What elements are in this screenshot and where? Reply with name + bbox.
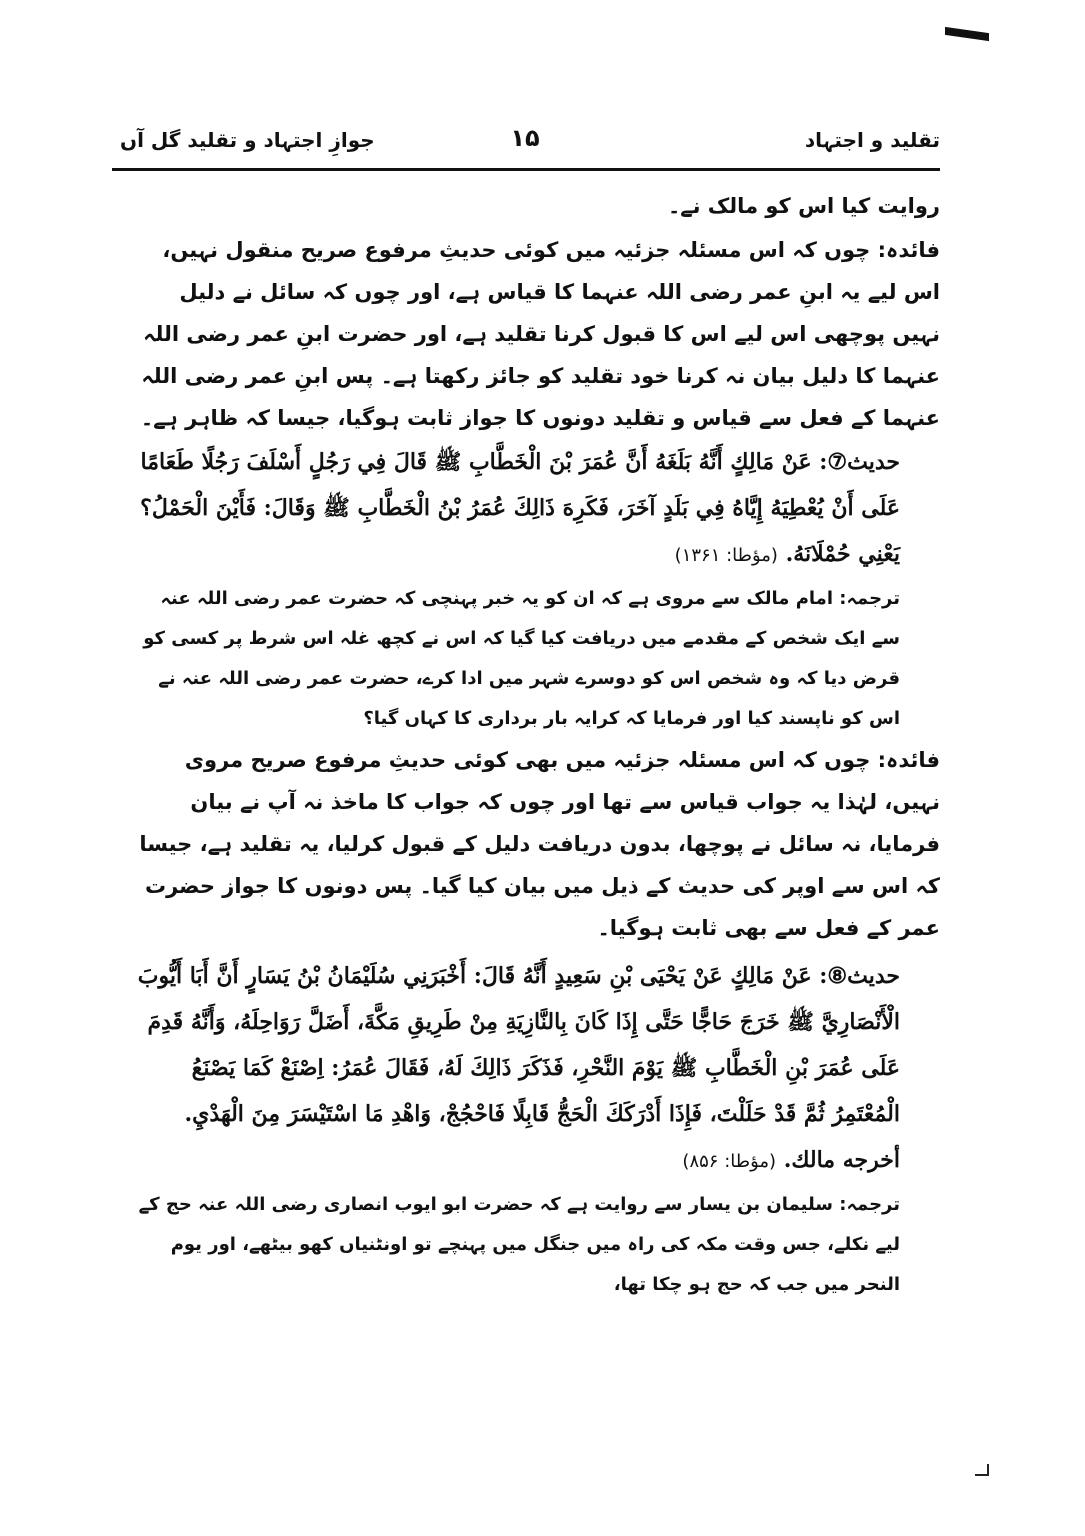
page-body (130, 185, 940, 1505)
hadith-7-reference: (مؤطا: ۱۳۶۱) (674, 545, 778, 566)
paragraph-narration: روایت کیا اس کو مالک نے۔ (667, 194, 940, 218)
running-title-left: جوازِ اجتہاد و تقلید گل آں (120, 128, 375, 152)
hadith-8-reference: (مؤطا: ۸۵۶) (682, 1151, 777, 1172)
header-rule (112, 168, 940, 171)
scan-corner-mark-bottom (975, 1464, 989, 1476)
scan-corner-mark (945, 27, 989, 41)
hadith-8-arabic (130, 953, 940, 1185)
paragraph-faida-1: فائدہ: چوں کہ اس مسئلہ جزئیہ میں کوئی حدیثِ مرفوع صریح منقول نہیں، اس لیے یہ ابنِ عمر رضی اللہ عنہما کا قیاس ہے، اور چوں کہ سائل نے دلیل نہیں پوچھی اس لیے اس کا قبول کرنا تقلید ہے، اور حضرت ابنِ عمر رضی اللہ عنہما کا دلیل بیان نہ کرنا خود تقلید کو جائز رکھتا ہے۔ پس ابنِ عمر رضی اللہ عنہما کے فعل سے قیاس و تقلید دونوں کا جواز ثابت ہوگیا، جیسا کہ ظاہر ہے۔ (140, 238, 940, 430)
hadith-7-arabic (130, 439, 940, 579)
paragraph-faida-2: فائدہ: چوں کہ اس مسئلہ جزئیہ میں بھی کوئی حدیثِ مرفوع صریح مروی نہیں، لہٰذا یہ جواب قیاس سے تھا اور چوں کہ جواب کا ماخذ نہ آپ نے بیان فرمایا، نہ سائل نے پوچھا، بدون دریافت دلیل کے قبول کرلیا، یہ تقلید ہے، جیسا کہ اس سے اوپر کی حدیث کے ذیل میں بیان کیا گیا۔ پس دونوں کا جواز حضرت عمر کے فعل سے بھی ثابت ہوگیا۔ (139, 748, 940, 940)
hadith-8-translation: ترجمہ: سلیمان بن یسار سے روایت ہے کہ حضرت ابو ایوب انصاری رضی اللہ عنہ حج کے لیے نکلے، جس وقت مکہ کی راہ میں جنگل میں پہنچے تو اونٹنیاں کھو بیٹھے، اور یوم النحر میں جب کہ حج ہو چکا تھا، (138, 1194, 900, 1295)
running-title-right: تقلید و اجتہاد (804, 128, 940, 152)
hadith-7-translation: ترجمہ: امام مالک سے مروی ہے کہ ان کو یہ خبر پہنچی کہ حضرت عمر رضی اللہ عنہ سے ایک شخص کے مقدمے میں دریافت کیا گیا کہ اس نے کچھ غلہ اس شرط پر کسی کو قرض دیا کہ وہ شخص اس کو دوسرے شہر میں ادا کرے، حضرت عمر رضی اللہ عنہ نے اس کو ناپسند کیا اور فرمایا کہ کرایہ بار برداری کا کہاں گیا؟ (143, 588, 900, 729)
page-header (110, 120, 940, 170)
hadith-8-text: حدیث⑧: عَنْ مَالِكٍ عَنْ يَحْيَى بْنِ سَعِيدٍ أَنَّهُ قَالَ: أَخْبَرَنِي سُلَيْمَانُ بْنُ يَسَارٍ أَنَّ أَبَا أَيُّوبَ الْأَنْصَارِيَّ ﷺ خَرَجَ حَاجًّا حَتَّى إِذَا كَانَ بِالنَّازِيَةِ مِنْ طَرِيقِ مَكَّةَ، أَضَلَّ رَوَاحِلَهُ، وَأَنَّهُ قَدِمَ عَلَى عُمَرَ بْنِ الْخَطَّابِ ﷺ يَوْمَ النَّحْرِ، فَذَكَرَ ذَالِكَ لَهُ، فَقَالَ عُمَرُ: اِصْنَعْ كَمَا يَصْنَعُ الْمُعْتَمِرُ ثُمَّ قَدْ حَلَلْتَ، فَإِذَا أَدْرَكَكَ الْحَجُّ قَابِلًا فَاحْجُجْ، وَاهْدِ مَا اسْتَيْسَرَ مِنَ الْهَدْيِ. أخرجه مالك. (137, 963, 900, 1173)
page-number: ۱۵ (510, 124, 540, 152)
hadith-7-text: حدیث⑦: عَنْ مَالِكٍ أَنَّهُ بَلَغَهُ أَنَّ عُمَرَ بْنَ الْخَطَّابِ ﷺ قَالَ فِي رَجُلٍ أَسْلَفَ رَجُلًا طَعَامًا عَلَى أَنْ يُعْطِيَهُ إِيَّاهُ فِي بَلَدٍ آخَرَ، فَكَرِهَ ذَالِكَ عُمَرُ بْنُ الْخَطَّابِ ﷺ وَقَالَ: فَأَيْنَ الْحَمْلُ؟ يَعْنِي حُمْلَانَهُ. (140, 449, 900, 567)
